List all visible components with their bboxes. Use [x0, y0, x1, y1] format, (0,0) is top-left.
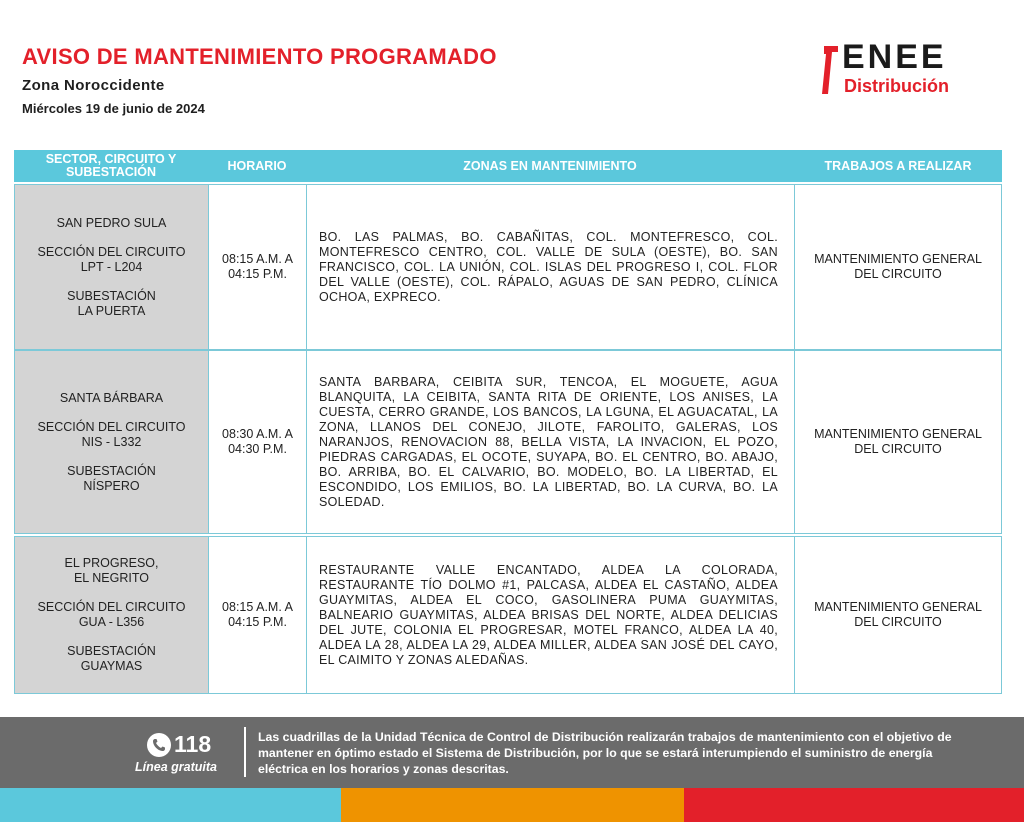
- header-sector: SECTOR, CIRCUITO Y SUBESTACIÓN: [45, 152, 177, 179]
- schedule-start: 08:15 A.M. A: [222, 600, 293, 614]
- zones-text: BO. LAS PALMAS, BO. CABAÑITAS, COL. MONTEFRESCO, COL. MONTEFRESCO CENTRO, COL. VALLE DE SULA (OESTE), BO. SAN FRANCISCO, COL. LA UNIÓN, COL. ISLAS DEL PROGRESO I, COL. FLOR DEL VALLE (OESTE), COL. RÁPALO, AGUAS DE SAN PEDRO, CLÍNICA OCHOA, EXPRECO.: [319, 229, 778, 304]
- zones-text: SANTA BARBARA, CEIBITA SUR, TENCOA, EL MOGUETE, AGUA BLANQUITA, LA CEIBITA, SANTA RITA DE ORIENTE, LOS ANISES, LA CUESTA, CERRO GRANDE, LOS BANCOS, LA LGUNA, EL AGUACATAL, LA ZONA, LLANOS DEL CONEJO, JILOTE, FAROLITO, GALERAS, LOS NARANJOS, RENOVACION 88, BELLA VISTA, LA INVACION, EL POZO, PIEDRAS CARGADAS, EL OCOTE, SUYAPA, BO. EL CENTRO, BO. ABAJO, BO. ARRIBA, BO. EL CALVARIO, BO. MODELO, BO. LA LIBERTAD, EL ESCONDIDO, LOS EMILIOS, BO. LA LIBERTAD, BO. LA CURVA, BO. LA SOLEDAD.: [319, 374, 778, 509]
- sector-name: SAN PEDRO SULA: [56, 215, 167, 230]
- substation: SUBESTACIÓN GUAYMAS: [67, 644, 156, 673]
- sector-cell: [14, 184, 209, 350]
- work-cell: MANTENIMIENTO GENERAL DEL CIRCUITO: [794, 350, 1002, 534]
- table-row: [14, 350, 1002, 534]
- footer-message: Las cuadrillas de la Unidad Técnica de Control de Distribución realizarán trabajos de mantenimiento con el objetivo de mantener en óptimo estado el Sistema de Distribución, por lo que se estará interumpiendo el suministro de energía eléctrica en los horarios y zonas descritas.: [258, 730, 952, 776]
- enee-logo-icon: [822, 44, 840, 96]
- schedule-end: 04:15 P.M.: [228, 267, 287, 281]
- table-row: [14, 184, 1002, 350]
- header-trabajos: TRABAJOS A REALIZAR: [824, 158, 972, 173]
- sector-cell: [14, 536, 209, 694]
- page-title: AVISO DE MANTENIMIENTO PROGRAMADO: [22, 44, 497, 69]
- stripe-orange: [341, 788, 684, 822]
- zones-text: RESTAURANTE VALLE ENCANTADO, ALDEA LA COLORADA, RESTAURANTE TÍO DOLMO #1, PALCASA, ALDEA EL CASTAÑO, ALDEA GUAYMITAS, ALDEA EL COCO, GASOLINERA PUMA GUAYMITAS, BALNEARIO GUAYMITAS, ALDEA BRISAS DEL NORTE, ALDEA DELICIAS DEL JUTE, COLONIA EL PROGRESAR, MOTEL FRANCO, ALDEA LA 40, ALDEA LA 28, ALDEA LA 29, ALDEA MILLER, ALDEA SAN JOSÉ DEL CAYO, EL CAIMITO Y ZONAS ALEDAÑAS.: [319, 562, 778, 667]
- work-cell: MANTENIMIENTO GENERAL DEL CIRCUITO: [794, 184, 1002, 350]
- schedule-start: 08:30 A.M. A: [222, 427, 293, 441]
- schedule-end: 04:15 P.M.: [228, 615, 287, 629]
- logo-wordmark: ENEE: [842, 38, 947, 76]
- schedule-start: 08:15 A.M. A: [222, 252, 293, 266]
- header-zonas: ZONAS EN MANTENIMIENTO: [463, 158, 637, 173]
- footer-divider: [244, 727, 246, 777]
- sector-name: EL PROGRESO, EL NEGRITO: [64, 556, 159, 585]
- substation: SUBESTACIÓN LA PUERTA: [67, 288, 156, 318]
- schedule-cell: [208, 536, 307, 694]
- logo-subtitle: Distribución: [844, 76, 950, 96]
- work-cell: MANTENIMIENTO GENERAL DEL CIRCUITO: [794, 536, 1002, 694]
- phone-icon: [147, 733, 171, 757]
- circuit-section: SECCIÓN DEL CIRCUITO LPT - L204: [37, 244, 186, 274]
- hotline-number: 118: [174, 731, 212, 757]
- zones-cell: [306, 350, 795, 534]
- table-header: [14, 150, 1002, 182]
- footer: [0, 717, 1024, 788]
- zones-cell: [306, 184, 795, 350]
- schedule-cell: [208, 350, 307, 534]
- enee-logo: [822, 38, 997, 100]
- circuit-section: SECCIÓN DEL CIRCUITO GUA - L356: [37, 600, 186, 629]
- zones-cell: [306, 536, 795, 694]
- sector-name: SANTA BÁRBARA: [59, 390, 164, 405]
- header-horario: HORARIO: [227, 158, 287, 173]
- stripe-red: [684, 788, 1024, 822]
- table-row: [14, 536, 1002, 694]
- schedule-cell: [208, 184, 307, 350]
- zone-label: Zona Noroccidente: [22, 77, 165, 94]
- stripe-cyan: [0, 788, 341, 822]
- substation: SUBESTACIÓN NÍSPERO: [67, 463, 156, 493]
- circuit-section: SECCIÓN DEL CIRCUITO NIS - L332: [37, 419, 186, 449]
- sector-cell: [14, 350, 209, 534]
- hotline-label: Línea gratuita: [135, 760, 217, 774]
- schedule-end: 04:30 P.M.: [228, 442, 287, 456]
- date-label: Miércoles 19 de junio de 2024: [22, 101, 205, 116]
